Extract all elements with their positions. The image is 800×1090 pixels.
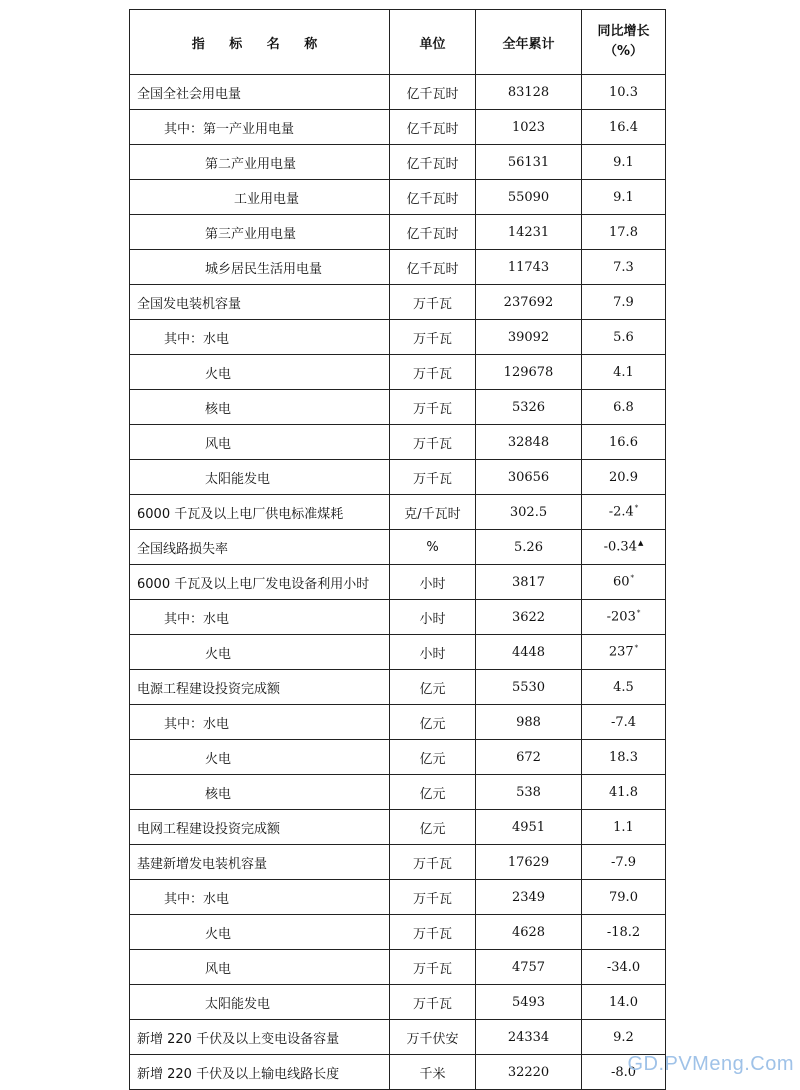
yoy-growth-cell: 79.0 [582, 880, 666, 915]
annual-total-cell: 11743 [476, 250, 582, 285]
annual-total-cell: 30656 [476, 460, 582, 495]
yoy-growth-cell: 4.5 [582, 670, 666, 705]
yoy-growth-cell: -34.0 [582, 950, 666, 985]
annual-total-cell: 4448 [476, 635, 582, 670]
annual-total-cell: 17629 [476, 845, 582, 880]
indicator-name-cell: 火电 [130, 635, 390, 670]
yoy-growth-cell: 14.0 [582, 985, 666, 1020]
yoy-growth-cell: 6.8 [582, 390, 666, 425]
unit-cell: 万千伏安 [390, 1020, 476, 1055]
indicator-name-cell: 第三产业用电量 [130, 215, 390, 250]
unit-cell: 万千瓦 [390, 845, 476, 880]
unit-cell: 小时 [390, 565, 476, 600]
table-row [130, 915, 666, 950]
unit-cell: 亿元 [390, 810, 476, 845]
yoy-growth-cell: 10.3 [582, 75, 666, 110]
table-row [130, 215, 666, 250]
annual-total-cell: 32220 [476, 1055, 582, 1090]
indicator-name-cell: 其中：水电 [130, 880, 390, 915]
indicator-name-cell: 火电 [130, 740, 390, 775]
indicator-name-cell: 工业用电量 [130, 180, 390, 215]
indicator-name-cell: 其中：第一产业用电量 [130, 110, 390, 145]
yoy-growth-cell: 4.1 [582, 355, 666, 390]
annual-total-cell: 14231 [476, 215, 582, 250]
header-yoy-growth: 同比增长 （%） [582, 10, 666, 75]
indicator-name-cell: 火电 [130, 915, 390, 950]
unit-cell: 万千瓦 [390, 460, 476, 495]
table-row [130, 250, 666, 285]
annual-total-cell: 4951 [476, 810, 582, 845]
footnote-mark: * [634, 644, 639, 653]
table-row [130, 285, 666, 320]
annual-total-cell: 302.5 [476, 495, 582, 530]
annual-total-cell: 5.26 [476, 530, 582, 565]
annual-total-cell: 4757 [476, 950, 582, 985]
unit-cell: 亿千瓦时 [390, 75, 476, 110]
unit-cell: 万千瓦 [390, 985, 476, 1020]
indicator-name-cell: 电源工程建设投资完成额 [130, 670, 390, 705]
yoy-growth-cell: 60* [582, 565, 666, 600]
yoy-growth-cell: 20.9 [582, 460, 666, 495]
indicator-name-cell: 基建新增发电装机容量 [130, 845, 390, 880]
unit-cell: 亿千瓦时 [390, 250, 476, 285]
footnote-mark: ▲ [637, 539, 644, 548]
table-row [130, 1055, 666, 1090]
indicator-name-cell: 核电 [130, 775, 390, 810]
yoy-growth-cell: 5.6 [582, 320, 666, 355]
indicator-name-cell: 太阳能发电 [130, 460, 390, 495]
annual-total-cell: 55090 [476, 180, 582, 215]
yoy-growth-cell: -7.9 [582, 845, 666, 880]
unit-cell: 亿元 [390, 775, 476, 810]
table-row [130, 355, 666, 390]
table-row [130, 600, 666, 635]
yoy-growth-cell: 9.1 [582, 145, 666, 180]
yoy-growth-cell: 41.8 [582, 775, 666, 810]
indicator-name-cell: 电网工程建设投资完成额 [130, 810, 390, 845]
yoy-growth-cell: -7.4 [582, 705, 666, 740]
table-row [130, 880, 666, 915]
unit-cell: 万千瓦 [390, 880, 476, 915]
table-row [130, 845, 666, 880]
annual-total-cell: 237692 [476, 285, 582, 320]
table-row [130, 670, 666, 705]
yoy-growth-cell: 16.4 [582, 110, 666, 145]
indicator-name-cell: 其中：水电 [130, 600, 390, 635]
unit-cell: 万千瓦 [390, 355, 476, 390]
unit-cell: 亿千瓦时 [390, 215, 476, 250]
unit-cell: 亿元 [390, 740, 476, 775]
indicator-name-cell: 全国发电装机容量 [130, 285, 390, 320]
indicator-name-cell: 风电 [130, 425, 390, 460]
yoy-growth-cell: -2.4* [582, 495, 666, 530]
unit-cell: 万千瓦 [390, 915, 476, 950]
footnote-mark: * [636, 609, 641, 618]
indicator-name-cell: 新增 220 千伏及以上变电设备容量 [130, 1020, 390, 1055]
unit-cell: 亿元 [390, 670, 476, 705]
yoy-growth-cell: -8.0 [582, 1055, 666, 1090]
yoy-growth-cell: -18.2 [582, 915, 666, 950]
table-row [130, 1020, 666, 1055]
unit-cell: 万千瓦 [390, 950, 476, 985]
watermark: GD.PVMeng.Com [627, 1053, 794, 1075]
annual-total-cell: 3817 [476, 565, 582, 600]
unit-cell: 亿千瓦时 [390, 145, 476, 180]
annual-total-cell: 32848 [476, 425, 582, 460]
yoy-growth-cell: -0.34▲ [582, 530, 666, 565]
table-row [130, 530, 666, 565]
annual-total-cell: 83128 [476, 75, 582, 110]
yoy-growth-cell: 18.3 [582, 740, 666, 775]
table-body [130, 75, 666, 1090]
indicator-name-cell: 第二产业用电量 [130, 145, 390, 180]
annual-total-cell: 129678 [476, 355, 582, 390]
indicator-name-cell: 6000 千瓦及以上电厂供电标准煤耗 [130, 495, 390, 530]
unit-cell: 克/千瓦时 [390, 495, 476, 530]
table-row [130, 110, 666, 145]
unit-cell: 小时 [390, 635, 476, 670]
unit-cell: 亿千瓦时 [390, 180, 476, 215]
yoy-growth-cell: 9.2 [582, 1020, 666, 1055]
yoy-growth-cell: 237* [582, 635, 666, 670]
unit-cell: 亿千瓦时 [390, 110, 476, 145]
table-row [130, 390, 666, 425]
unit-cell: 万千瓦 [390, 425, 476, 460]
unit-cell: 千米 [390, 1055, 476, 1090]
yoy-growth-cell: 1.1 [582, 810, 666, 845]
table-row [130, 320, 666, 355]
indicator-name-cell: 火电 [130, 355, 390, 390]
indicator-name-cell: 城乡居民生活用电量 [130, 250, 390, 285]
yoy-growth-cell: 9.1 [582, 180, 666, 215]
indicator-name-cell: 6000 千瓦及以上电厂发电设备利用小时 [130, 565, 390, 600]
annual-total-cell: 39092 [476, 320, 582, 355]
table-row [130, 985, 666, 1020]
indicator-name-cell: 其中：水电 [130, 320, 390, 355]
unit-cell: 万千瓦 [390, 285, 476, 320]
table-row [130, 425, 666, 460]
yoy-growth-cell: 7.3 [582, 250, 666, 285]
header-indicator-name: 指 标 名 称 [130, 10, 390, 75]
header-unit: 单位 [390, 10, 476, 75]
yoy-growth-cell: 7.9 [582, 285, 666, 320]
annual-total-cell: 1023 [476, 110, 582, 145]
unit-cell: % [390, 530, 476, 565]
indicator-name-cell: 风电 [130, 950, 390, 985]
annual-total-cell: 4628 [476, 915, 582, 950]
indicator-name-cell: 全国全社会用电量 [130, 75, 390, 110]
annual-total-cell: 2349 [476, 880, 582, 915]
table-row [130, 705, 666, 740]
annual-total-cell: 5493 [476, 985, 582, 1020]
annual-total-cell: 3622 [476, 600, 582, 635]
unit-cell: 亿元 [390, 705, 476, 740]
table-row [130, 740, 666, 775]
yoy-growth-cell: -203* [582, 600, 666, 635]
table-row [130, 460, 666, 495]
annual-total-cell: 56131 [476, 145, 582, 180]
table-row [130, 180, 666, 215]
header-annual-total: 全年累计 [476, 10, 582, 75]
annual-total-cell: 24334 [476, 1020, 582, 1055]
annual-total-cell: 988 [476, 705, 582, 740]
indicator-name-cell: 全国线路损失率 [130, 530, 390, 565]
table-row [130, 495, 666, 530]
yoy-growth-cell: 16.6 [582, 425, 666, 460]
annual-total-cell: 5530 [476, 670, 582, 705]
unit-cell: 万千瓦 [390, 320, 476, 355]
annual-total-cell: 672 [476, 740, 582, 775]
table-row [130, 145, 666, 180]
footnote-mark: * [634, 504, 639, 513]
indicator-name-cell: 其中：水电 [130, 705, 390, 740]
footnote-mark: * [630, 574, 635, 583]
indicator-name-cell: 核电 [130, 390, 390, 425]
power-statistics-table [129, 9, 666, 1090]
annual-total-cell: 5326 [476, 390, 582, 425]
table-header-row [130, 10, 666, 75]
indicator-name-cell: 新增 220 千伏及以上输电线路长度 [130, 1055, 390, 1090]
table-row [130, 565, 666, 600]
indicator-name-cell: 太阳能发电 [130, 985, 390, 1020]
unit-cell: 万千瓦 [390, 390, 476, 425]
table-row [130, 635, 666, 670]
yoy-growth-cell: 17.8 [582, 215, 666, 250]
table-row [130, 775, 666, 810]
annual-total-cell: 538 [476, 775, 582, 810]
table-row [130, 75, 666, 110]
unit-cell: 小时 [390, 600, 476, 635]
table-row [130, 950, 666, 985]
table-row [130, 810, 666, 845]
